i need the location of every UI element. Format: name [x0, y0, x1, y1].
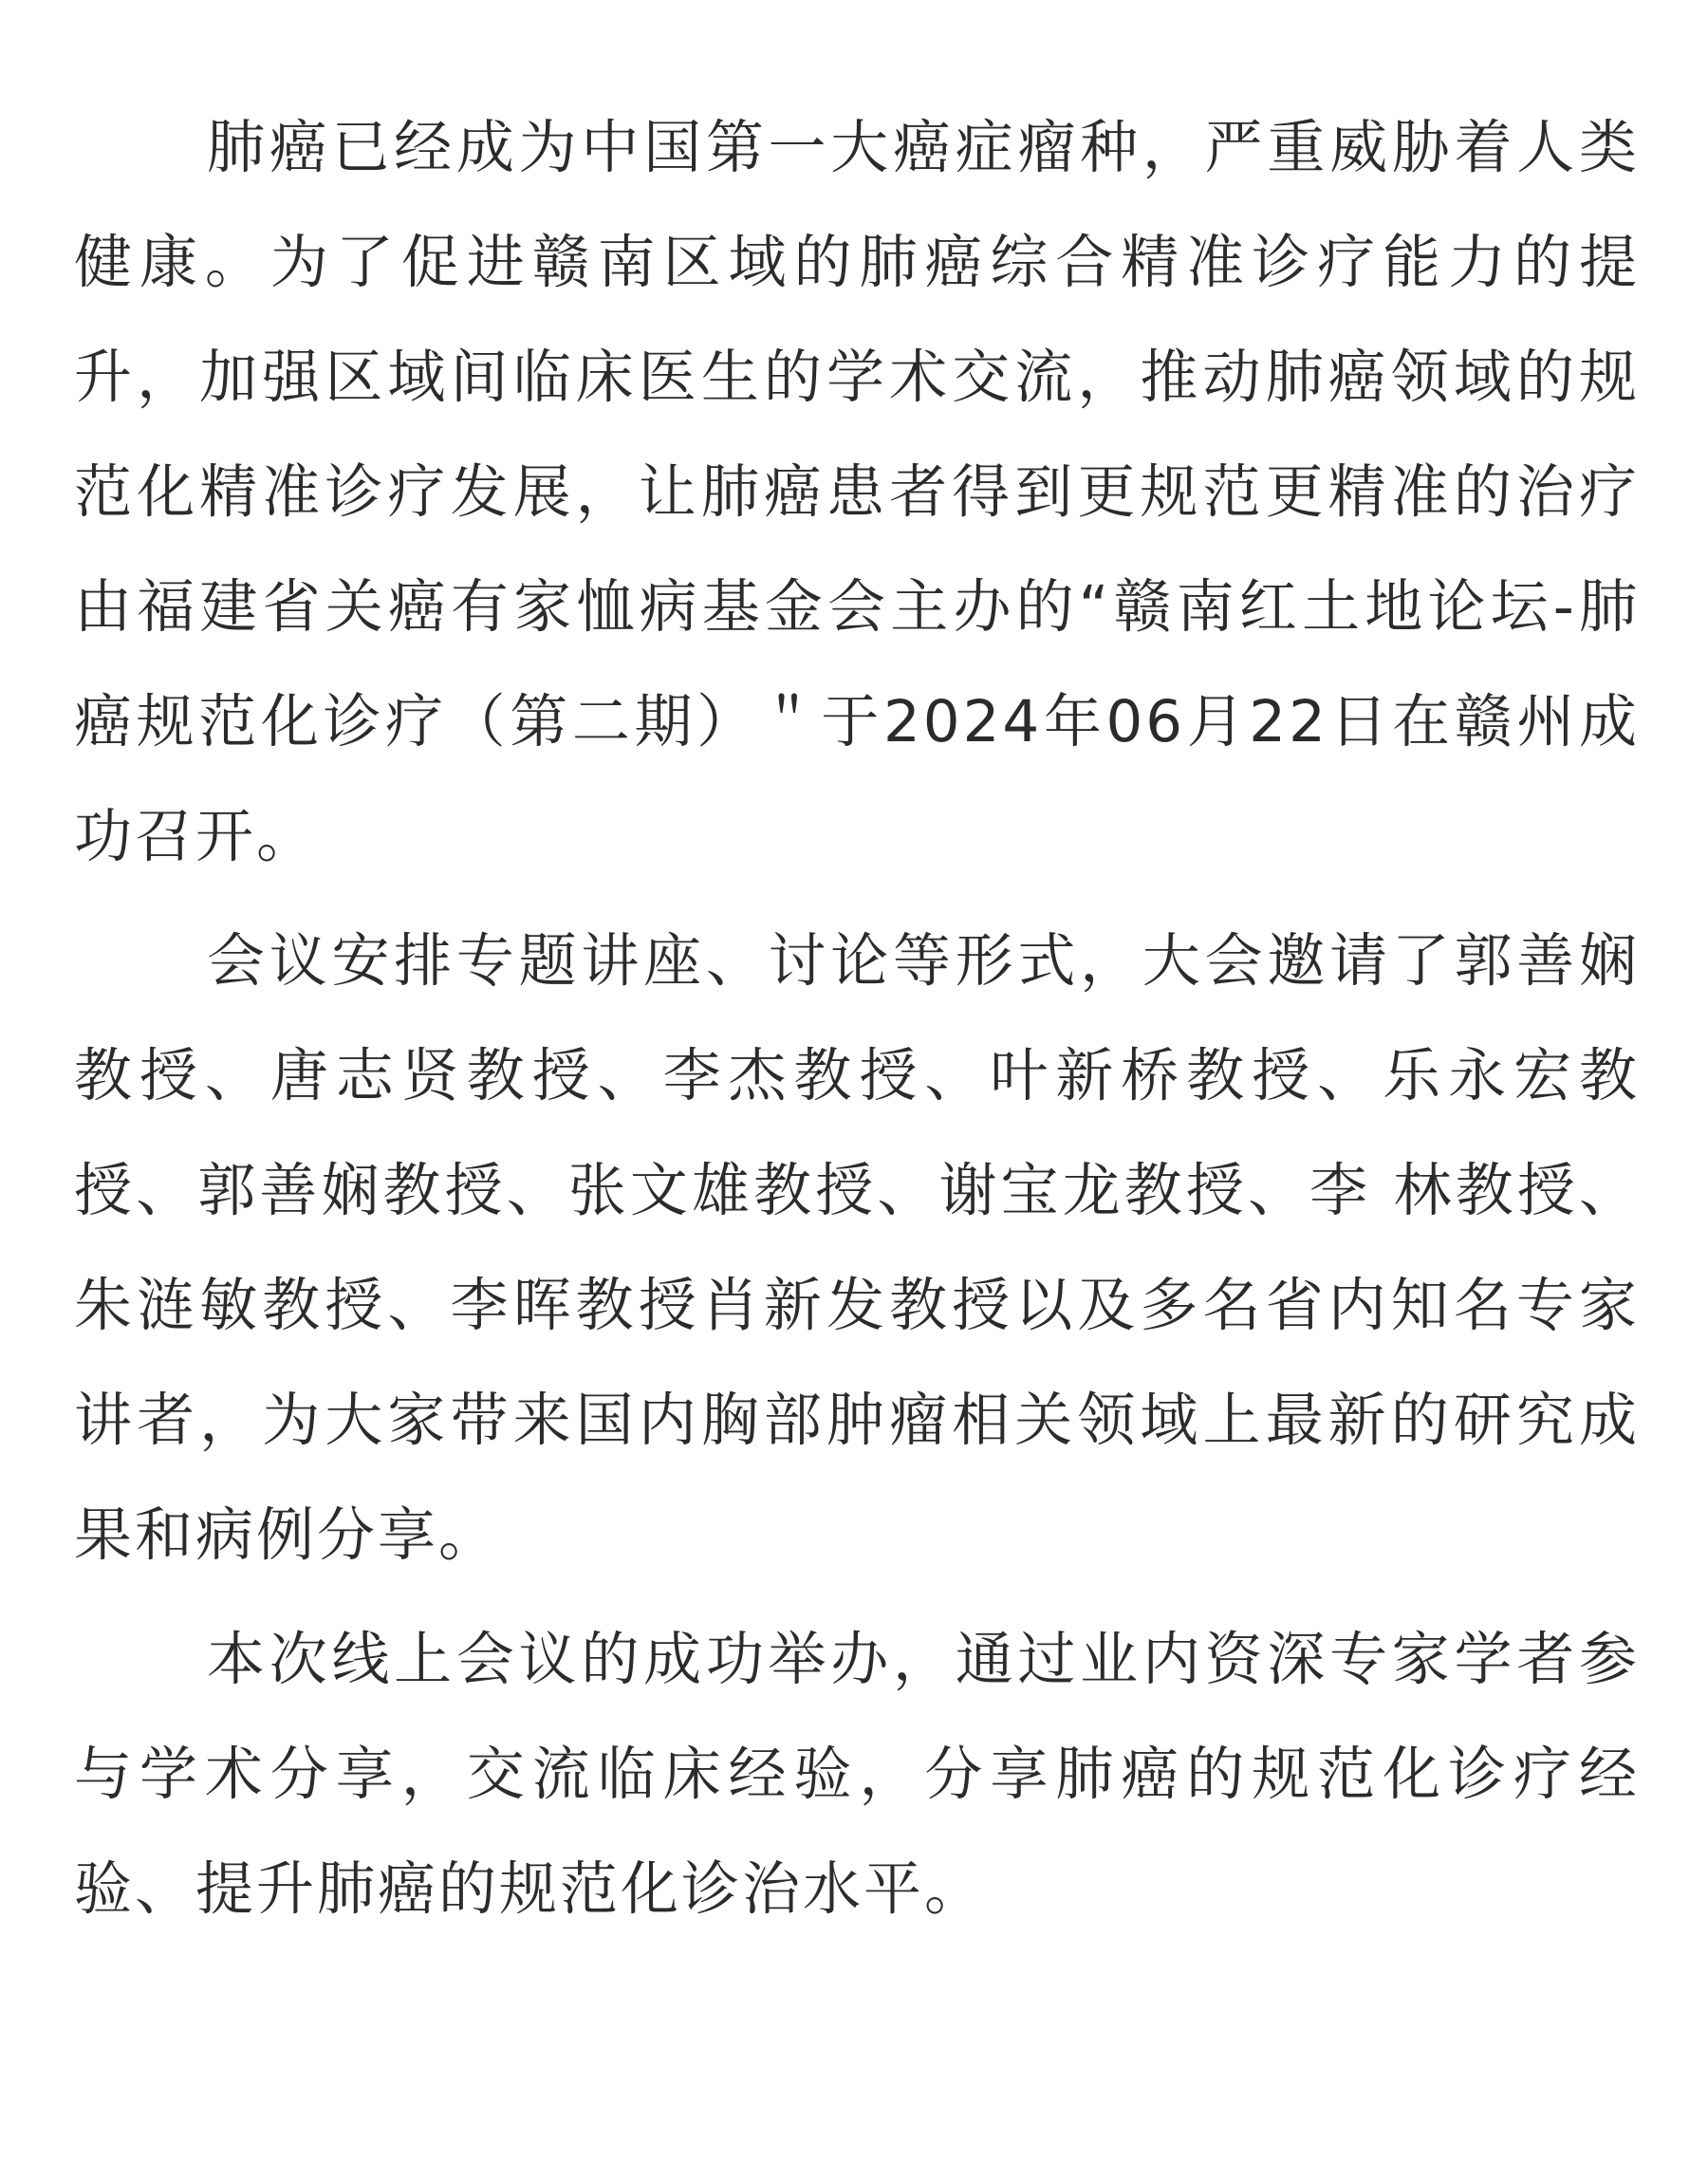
paragraph-summary: 本次线上会议的成功举办，通过业内资深专家学者参与学术分享，交流临床经验，分享肺癌的规范化诊疗经验、提升肺癌的规范化诊治水平。: [74, 1626, 1640, 1923]
paragraph-intro: 肺癌已经成为中国第一大癌症瘤种，严重威胁着人类健康。为了促进赣南区域的肺癌综合精准诊疗能力的提升，加强区域间临床医生的学术交流，推动肺癌领域的规范化精准诊疗发展，让肺癌患者得到更规范更精准的治疗由福建省关癌有家恤病基金会主办的“赣南红土地论坛-肺癌规范化诊疗（第二期）＂于2024年06月22日在赣州成功召开。: [74, 114, 1640, 870]
paragraph-speakers: 会议安排专题讲座、讨论等形式，大会邀请了郭善娴教授、唐志贤教授、李杰教授、叶新桥教授、乐永宏教授、郭善娴教授、张文雄教授、谢宝龙教授、李 林教授、朱涟敏教授、李晖教授肖新发教授以及多名省内知名专家讲者，为大家带来国内胸部肿瘤相关领域上最新的研究成果和病例分享。: [74, 927, 1640, 1569]
article-body: [74, 90, 1640, 1947]
